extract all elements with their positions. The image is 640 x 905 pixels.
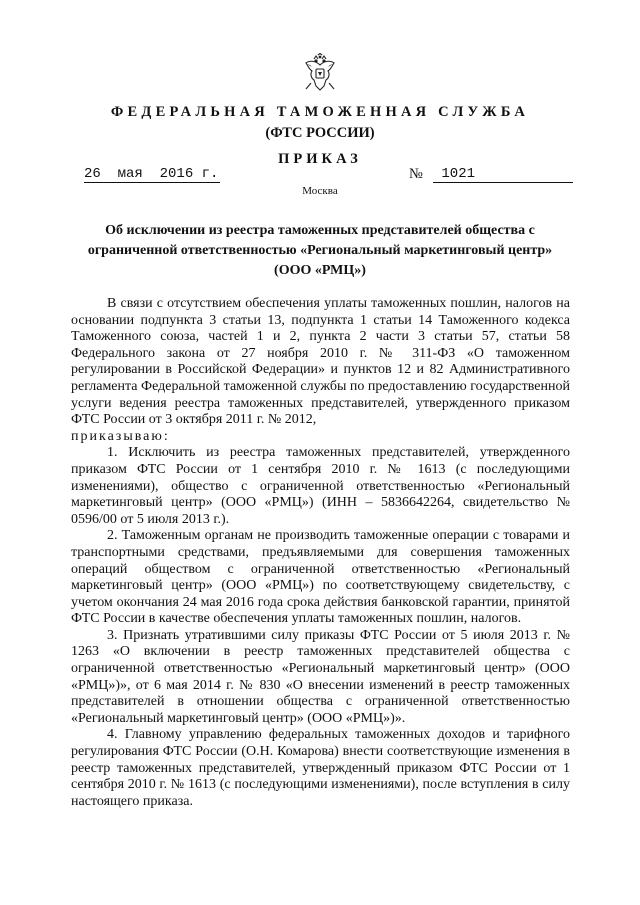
clause-4: 4. Главному управлению федеральных таможенных доходов и тарифного регулирования ФТС России (О.Н. Комарова) внести соответствующие изменения в реестр таможенных представителей, утвержденный приказом ФТС России от 1 сентября 2010 г. № 1613 (с последующими изменениями), после вступления в силу настоящего приказа. [71, 727, 570, 809]
clause-3: 3. Признать утратившими силу приказы ФТС России от 5 июля 2013 г. № 1263 «О включении в реестр таможенных представителей общества с ограниченной ответственностью «Региональный маркетинговый центр» (ООО «РМЦ»)», от 6 мая 2014 г. № 830 «О внесении изменений в реестр таможенных представителей в отношении общества с ограниченной ответственностью «Региональный маркетинговый центр» (ООО «РМЦ»)». [71, 627, 570, 726]
clause-1: 1. Исключить из реестра таможенных представителей, утвержденного приказом ФТС России от 1 сентября 2010 г. № 1613 (с последующими изменениями), общество с ограниченной ответственностью «Региональный маркетинговый центр» (ООО «РМЦ») (ИНН – 5836642264, свидетельство № 0596/00 от 5 июля 2013 г.). [71, 445, 570, 527]
order-number-label: № [409, 166, 423, 182]
order-date: 26 мая 2016 г. [84, 166, 219, 182]
agency-short-name: (ФТС РОССИИ) [265, 125, 375, 141]
decree-word: приказываю: [71, 428, 170, 444]
clause-2: 2. Таможенным органам не производить таможенные операции с товарами и транспортными средствами, предъявляемыми для совершения таможенных операций обществом с ограниченной ответственностью «Региональный маркетинговый центр» (ООО «РМЦ») по соответствующему свидетельству, с учетом окончания 24 мая 2016 года срока действия банковской гарантии, принятой ФТС России в качестве обеспечения уплаты таможенных пошлин, налогов. [71, 528, 570, 627]
agency-name: ФЕДЕРАЛЬНАЯ ТАМОЖЕННАЯ СЛУЖБА [110, 104, 530, 120]
order-number: 1021 [433, 166, 573, 183]
double-headed-eagle-emblem-icon [303, 53, 337, 93]
document-type: ПРИКАЗ [278, 151, 362, 167]
order-body [71, 296, 570, 810]
city: Москва [302, 185, 338, 197]
preamble-paragraph: В связи с отсутствием обеспечения уплаты таможенных пошлин, налогов на основании подпункта 3 статьи 13, подпункта 1 статьи 14 Таможенного кодекса Таможенного союза, частей 1 и 2, пункта 2 части 3 статьи 57, статьи 58 Федерального закона от 27 ноября 2010 г. № 311-ФЗ «О таможенном регулировании в Российской Федерации» и пунктов 12 и 82 Административного регламента Федеральной таможенной службы по предоставлению государственной услуги ведения реестра таможенных представителей, утвержденного приказом ФТС России от 3 октября 2011 г. № 2012, [71, 296, 570, 428]
order-subject: Об исключении из реестра таможенных представителей общества с ограниченной ответственностью «Региональный маркетинговый центр» (ООО «РМЦ») [87, 223, 553, 278]
